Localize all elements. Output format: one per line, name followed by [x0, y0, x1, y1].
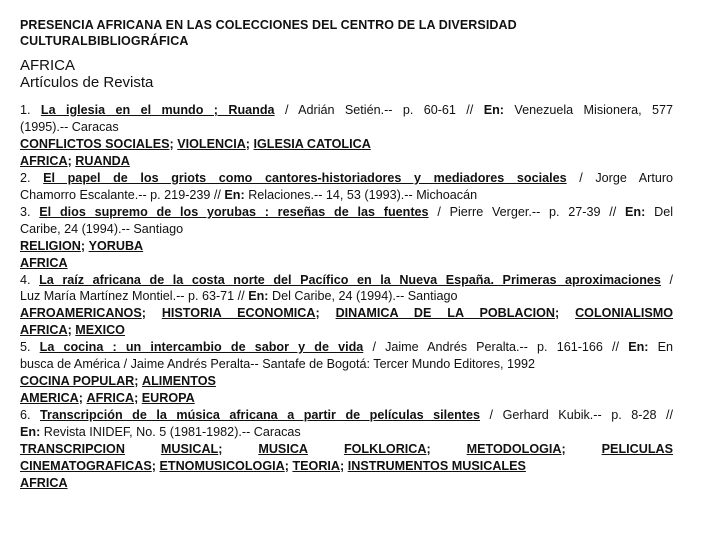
section-title: AFRICA: [20, 57, 76, 74]
subsection-title: Artículos de Revista: [20, 74, 154, 91]
subject-link[interactable]: AFRICA: [86, 391, 135, 406]
subject-link[interactable]: TEORIA: [292, 459, 341, 474]
subject-link[interactable]: PELICULAS: [601, 442, 674, 457]
separator: ;: [245, 136, 250, 151]
entry-source: Revista INIDEF, No. 5 (1981-1982).-- Caracas: [43, 425, 301, 440]
list-item: [20, 407, 673, 492]
source-label: En:: [20, 425, 41, 440]
entry-source: Del: [654, 204, 673, 219]
subject-link[interactable]: AFRICA: [20, 475, 68, 490]
subject-link[interactable]: EUROPA: [141, 391, 195, 406]
subject-link[interactable]: IGLESIA CATOLICA: [253, 136, 371, 151]
subject-link[interactable]: AFRICA: [20, 153, 68, 168]
entry-source: Venezuela Misionera, 577: [514, 103, 674, 117]
entry-source: Del Caribe, 24 (1994).-- Santiago: [271, 289, 458, 304]
subject-link[interactable]: VIOLENCIA: [177, 136, 246, 151]
subject-link[interactable]: COCINA POPULAR: [20, 374, 135, 389]
entry-source-cont: Caribe, 24 (1994).-- Santiago: [20, 221, 184, 236]
subject-link[interactable]: DINAMICA DE LA POBLACION: [335, 306, 556, 321]
subject-link[interactable]: INSTRUMENTOS MUSICALES: [347, 459, 526, 474]
subject-link[interactable]: RELIGION: [20, 238, 81, 253]
entry-title-link[interactable]: Transcripción de la música africana a partir de películas silentes: [40, 408, 481, 423]
subject-link[interactable]: ALIMENTOS: [141, 374, 216, 389]
subject-link[interactable]: AFRICA: [20, 323, 68, 338]
entry-title-link[interactable]: La iglesia en el mundo ; Ruanda: [40, 103, 275, 117]
subject-link[interactable]: COLONIALISMO: [575, 306, 674, 321]
separator: ;: [169, 136, 174, 151]
entry-title-link[interactable]: El dios supremo de los yorubas : reseñas de las fuentes: [39, 204, 429, 219]
entry-number: 4.: [20, 272, 31, 287]
separator: ;: [80, 238, 86, 253]
separator: ;: [67, 323, 72, 338]
subject-link[interactable]: MUSICA: [258, 442, 309, 457]
separator: ;: [78, 391, 83, 406]
entry-source-cont: (1995).-- Caracas: [20, 119, 119, 134]
subject-link[interactable]: HISTORIA ECONOMICA: [161, 306, 316, 321]
separator: ;: [134, 391, 139, 406]
subject-link[interactable]: ETNOMUSICOLOGIA: [159, 459, 285, 474]
separator: ;: [555, 306, 560, 321]
source-label: En:: [224, 187, 245, 202]
entry-author: / Jorge Arturo: [579, 170, 674, 185]
subject-link[interactable]: RUANDA: [75, 153, 130, 168]
subject-link[interactable]: CONFLICTOS SOCIALES: [20, 136, 170, 151]
entry-title-link[interactable]: La cocina : un intercambio de sabor y de vida: [39, 340, 364, 355]
source-label: En:: [625, 204, 646, 219]
list-item: [20, 102, 673, 170]
bibliography-list: [20, 102, 673, 492]
entry-source: Relaciones.-- 14, 53 (1993).-- Michoacán: [248, 187, 478, 202]
section-heading: [20, 57, 153, 91]
separator: ;: [561, 442, 566, 457]
source-label: En:: [483, 103, 504, 117]
separator: ;: [315, 306, 320, 321]
subject-link[interactable]: CINEMATOGRAFICAS: [20, 459, 152, 474]
list-item: [20, 170, 673, 204]
entry-number: 2.: [20, 170, 31, 185]
entry-author: / Gerhard Kubik.-- p. 8-28 //: [489, 408, 673, 423]
subject-link[interactable]: AFROAMERICANOS: [20, 306, 142, 321]
title-line-1: PRESENCIA AFRICANA EN LAS COLECCIONES DEL CENTRO DE LA DIVERSIDAD: [20, 18, 517, 32]
title-line-2: CULTURALBIBLIOGRÁFICA: [20, 34, 189, 48]
entry-author: /: [669, 272, 674, 287]
entry-number: 3.: [20, 204, 31, 219]
source-label: En:: [628, 340, 649, 355]
subject-link[interactable]: AMERICA: [20, 391, 79, 406]
entry-source: En: [657, 340, 674, 355]
subject-link[interactable]: AFRICA: [20, 255, 68, 270]
separator: ;: [67, 153, 72, 168]
entry-author-cont: Luz María Martínez Montiel.-- p. 63-71 //: [20, 289, 245, 304]
subject-link[interactable]: MEXICO: [75, 323, 125, 338]
subject-link[interactable]: YORUBA: [88, 238, 144, 253]
entry-number: 1.: [20, 103, 31, 117]
page-title: [20, 17, 660, 49]
entry-title-link[interactable]: El papel de los griots como cantores-historiadores y mediadores sociales: [43, 170, 567, 185]
entry-title-link[interactable]: La raíz africana de la costa norte del Pacífico en la Nueva España. Primeras aproximaciones: [39, 272, 661, 287]
separator: ;: [141, 306, 146, 321]
entry-author: / Jaime Andrés Peralta.-- p. 161-166 //: [372, 340, 620, 355]
entry-author-cont: Chamorro Escalante.-- p. 219-239 //: [20, 187, 221, 202]
subject-link[interactable]: METODOLOGIA: [466, 442, 562, 457]
subject-link[interactable]: FOLKLORICA: [343, 442, 427, 457]
separator: ;: [218, 442, 223, 457]
subject-link[interactable]: TRANSCRIPCION: [20, 442, 125, 457]
list-item: [20, 272, 673, 340]
separator: ;: [134, 374, 139, 389]
separator: ;: [284, 459, 289, 474]
entry-author: / Pierre Verger.-- p. 27-39 //: [437, 204, 617, 219]
entry-source-cont: busca de América / Jaime Andrés Peralta-- Santafe de Bogotá: Tercer Mundo Editores, 1992: [20, 357, 536, 372]
subject-link[interactable]: MUSICAL: [160, 442, 219, 457]
list-item: [20, 204, 673, 272]
separator: ;: [426, 442, 431, 457]
list-item: [20, 339, 673, 407]
entry-author: / Adrián Setién.-- p. 60-61 //: [284, 103, 474, 117]
entry-number: 6.: [20, 408, 31, 423]
entry-number: 5.: [20, 340, 31, 355]
separator: ;: [151, 459, 156, 474]
separator: ;: [340, 459, 345, 474]
source-label: En:: [248, 289, 269, 304]
